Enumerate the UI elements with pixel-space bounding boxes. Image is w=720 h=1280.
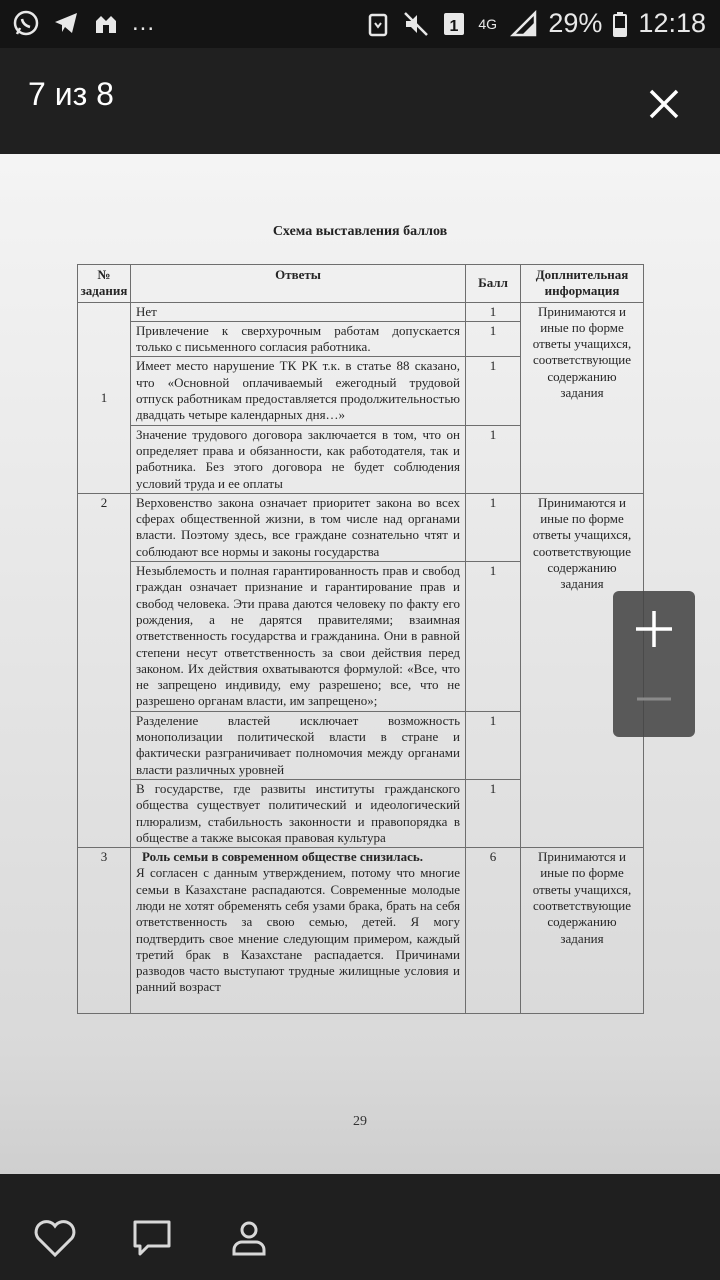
battery-percent: 29% <box>548 8 603 38</box>
image-viewer[interactable] <box>0 154 720 1174</box>
info-cell: Принимаются и иные по форме ответы учащихся, соответствующие содержанию задания <box>521 302 644 493</box>
signal-icon <box>510 10 538 38</box>
clock: 12:18 <box>638 8 706 38</box>
answer-cell: Имеет место нарушение ТК РК т.к. в статье 88 сказано, что «Основной оплачиваемый ежегодный трудовой отпуск работникам предоставляется продолжительностью двадцать четыре календарных дня…» <box>131 357 466 425</box>
sim-slot-number: 1 <box>449 17 459 35</box>
table-row <box>78 302 644 321</box>
bottom-action-bar <box>0 1174 720 1280</box>
comment-icon[interactable] <box>128 1214 176 1262</box>
score-cell: 1 <box>466 711 521 779</box>
score-cell: 1 <box>466 425 521 493</box>
score-cell: 6 <box>466 848 521 1014</box>
answer-cell <box>131 848 466 1014</box>
sim-icon <box>440 10 468 38</box>
app-icon <box>92 9 120 37</box>
telegram-icon <box>52 9 80 37</box>
status-bar-left <box>12 9 155 37</box>
header-info: Доплнительная информация <box>521 265 644 303</box>
document-title: Схема выставления баллов <box>272 224 448 239</box>
table-header-row <box>78 265 644 303</box>
image-counter: 7 из 8 <box>28 76 114 112</box>
answer-cell: Значение трудового договора заключается в том, что он определяет права и обязанности, как работодателя, так и работника. Без этого договора не будет соблюдения условий труда и ее оплаты <box>131 425 466 493</box>
zoom-control <box>613 591 695 737</box>
profile-icon[interactable] <box>225 1214 273 1262</box>
zoom-out-icon[interactable] <box>613 664 695 737</box>
nfc-icon <box>364 10 392 38</box>
header-number: № задания <box>78 265 131 303</box>
answer-cell: Разделение властей исключает возможность монополизации политической власти в стране и фактически разграничивает полномочия между органами власти различных уровней <box>131 711 466 779</box>
answer-cell: Незыблемость и полная гарантированность прав и свобод граждан означает признание и гарантирование прав и свобод человека. Эти права даются человеку по факту его рождения, а не дарятся правителями; взаимная ответственность государства и гражданина. Они в равной степени несут ответственность за свои действия перед законом. Их действия охватываются формулой: «Все, что не запрещено индивиду, ему разрешено; все, что не разрешено органам власти, им запрещено»; <box>131 562 466 712</box>
answer-cell: Нет <box>131 302 466 321</box>
info-cell: Принимаются и иные по форме ответы учащихся, соответствующие содержанию задания <box>521 848 644 1014</box>
score-cell: 1 <box>466 562 521 712</box>
close-icon[interactable] <box>648 88 680 120</box>
status-bar <box>0 0 720 48</box>
page-number: 29 <box>353 1114 367 1129</box>
whatsapp-icon <box>12 9 40 37</box>
viewer-header <box>0 48 720 154</box>
answer-text: Я согласен с данным утверждением, потому что многие семьи в Казахстане распадаются. Современные молодые люди не хотят обременять себя узами брака, брать на себя ответственность за свою семью, детей. Я могу подтвердить свое мнение следующим примером, каждый третий брак в Казахстане распадается. Причинами разводов часто выступают трудные жилищные условия и ранний возраст <box>136 865 460 995</box>
answer-cell: Привлечение к сверхурочным работам допускается только с письменного согласия работника. <box>131 321 466 357</box>
score-cell: 1 <box>466 493 521 561</box>
scoring-table <box>77 264 644 1014</box>
task-number: 3 <box>78 848 131 1014</box>
like-icon[interactable] <box>31 1214 79 1262</box>
status-bar-right <box>364 8 706 39</box>
more-notifications: ... <box>132 9 156 36</box>
info-cell: Принимаются и иные по форме ответы учащихся, соответствующие содержанию задания <box>521 493 644 847</box>
answer-heading: Роль семьи в современном обществе снизилась. <box>142 849 423 865</box>
score-cell: 1 <box>466 357 521 425</box>
answer-cell: Верховенство закона означает приоритет закона во всех сферах общественной жизни, в том числе над органами власти. Поэтому здесь, все граждане сознательно чтят и соблюдают все нормы и законы государства <box>131 493 466 561</box>
task-number: 2 <box>78 493 131 847</box>
battery-icon <box>612 10 628 38</box>
header-score: Балл <box>466 265 521 303</box>
task-number: 1 <box>78 302 131 493</box>
score-cell: 1 <box>466 321 521 357</box>
score-cell: 1 <box>466 779 521 847</box>
network-icon: 4G <box>478 15 498 32</box>
zoom-in-icon[interactable] <box>613 591 695 664</box>
mute-icon <box>402 10 430 38</box>
table-row <box>78 848 644 1014</box>
table-row <box>78 493 644 561</box>
answer-cell: В государстве, где развиты институты гражданского общества существует политический и идеологический плюрализм, стабильность законности и правопорядка в обществе а также высокая правовая культура <box>131 779 466 847</box>
header-answers: Ответы <box>131 265 466 303</box>
score-cell: 1 <box>466 302 521 321</box>
